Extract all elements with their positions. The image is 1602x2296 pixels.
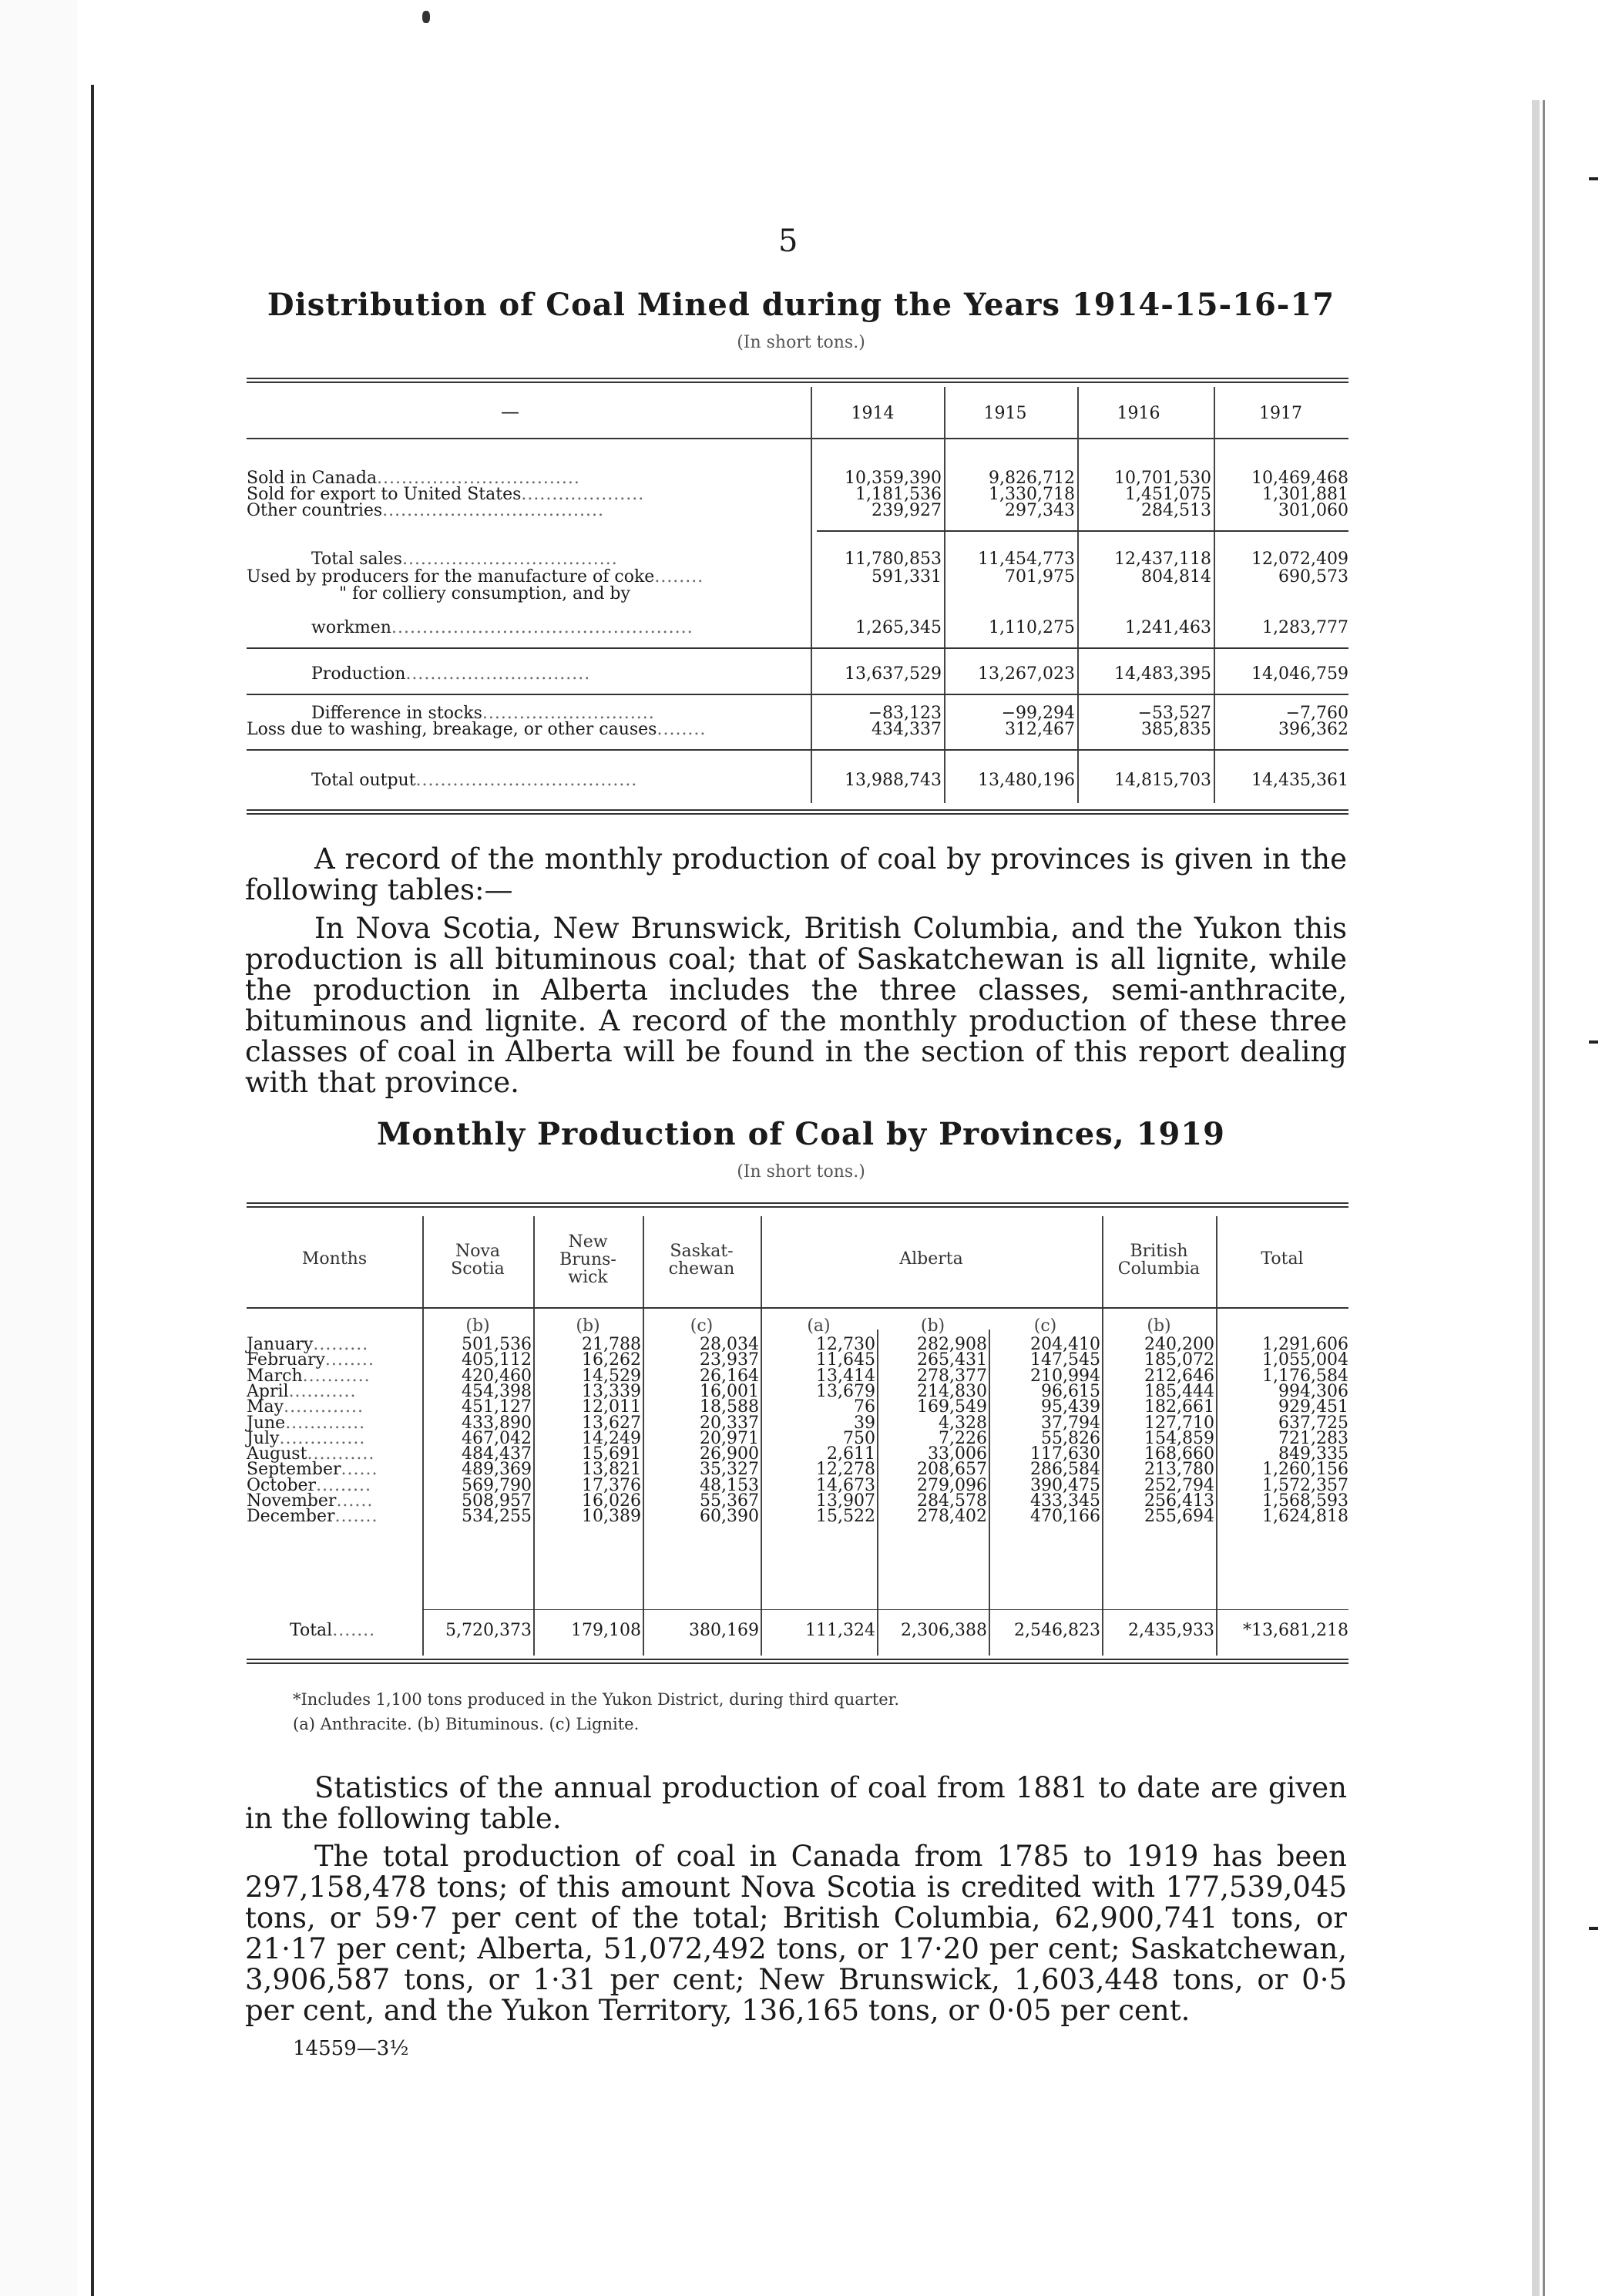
table-cell: 168,660: [1144, 1444, 1214, 1464]
row-rule: [247, 647, 1348, 649]
year-header: 1916: [1117, 404, 1160, 423]
table-cell: 252,794: [1144, 1475, 1214, 1495]
table-rule-double: [247, 378, 1348, 383]
year-header: 1915: [983, 404, 1027, 423]
month-label: August...........: [247, 1444, 375, 1464]
binding-fold-line: [91, 85, 94, 2296]
table-cell: 212,646: [1144, 1366, 1214, 1386]
table-cell: 18,588: [700, 1397, 759, 1417]
table-cell: 16,026: [582, 1491, 641, 1511]
table-cell: 48,153: [700, 1475, 759, 1495]
header-rule: [247, 438, 1348, 439]
column-divider: [1214, 387, 1215, 803]
table-cell: 147,545: [1030, 1350, 1100, 1370]
table-cell: 127,710: [1144, 1413, 1214, 1433]
month-label: January.........: [247, 1335, 369, 1354]
total-cell: 2,546,823: [1014, 1621, 1100, 1640]
table-cell: 1,568,593: [1262, 1491, 1348, 1511]
table-cell: 14,249: [582, 1428, 641, 1448]
table-cell: 2,611: [827, 1444, 875, 1464]
table-cell: 265,431: [917, 1350, 987, 1370]
edge-mark: [1589, 177, 1598, 180]
table-cell: 20,971: [700, 1428, 759, 1448]
table-cell: 182,661: [1144, 1397, 1214, 1417]
table-cell: 13,679: [816, 1381, 875, 1401]
month-label: April...........: [247, 1381, 357, 1401]
table-cell: 286,584: [1030, 1460, 1100, 1480]
row-label: Sold in Canada.................................: [247, 469, 580, 488]
month-label: March...........: [247, 1366, 371, 1386]
table-cell: 13,414: [816, 1366, 875, 1386]
month-label: November......: [247, 1491, 374, 1511]
paragraph-statistics: Statistics of the annual production of coal from 1881 to date are given in the following table.: [245, 1771, 1347, 1835]
table-cell: 13,627: [582, 1413, 641, 1433]
table-cell: 929,451: [1278, 1397, 1348, 1417]
table-cell: 95,439: [1041, 1397, 1100, 1417]
table-cell: 255,694: [1144, 1507, 1214, 1527]
footnote-yukon: *Includes 1,100 tons produced in the Yukon District, during third quarter.: [293, 1690, 900, 1709]
table-cell: 17,376: [582, 1475, 641, 1495]
page-edge-line: [1543, 100, 1545, 2296]
table-cell: 16,262: [582, 1350, 641, 1370]
table-cell: 208,657: [917, 1460, 987, 1480]
row-label: Total output....................................: [311, 771, 638, 790]
table-cell: 26,900: [700, 1444, 759, 1464]
table-cell: 10,389: [582, 1507, 641, 1527]
edge-mark: [1589, 1040, 1598, 1044]
table-cell: 470,166: [1030, 1507, 1100, 1527]
distribution-table: — 1914 1915 1916 1917 Sold in Canada................................. Sold for export to United States.................... Other countries.................................... Total sales................................... Used by producers for the manufacture of coke........ " for colliery consumption, and by workmen................................................. Production.............................. Difference in stocks............................ Loss due to washing, breakage, or other causes........ Total output.................................... 10,359,390 9,826,712 10,701,530 10,469,468 1,181,536 1,330,718 1,451,075 1,301,881 239,927 297,343 284,513 301,060 11,780,853 11,454,773 12,437,118 12,072,409 591,331 701,975 804,814 690,573 1,265,345 1,110,275 1,241,463 1,283,777 13,637,529 13,267,023 14,483,395 14,046,759 −83,123 −99,294 −53,527 −7,760 434,337 312,467 385,835 396,362 13,988,743 13,480,196 14,815,703 14,435,361: [247, 378, 1348, 817]
header-rule: [247, 1307, 1348, 1309]
table-cell: 13,821: [582, 1460, 641, 1480]
table-cell: 33,006: [928, 1444, 987, 1464]
total-cell: 2,435,933: [1128, 1621, 1214, 1640]
year-header: 1917: [1259, 404, 1302, 423]
table-cell: 994,306: [1278, 1381, 1348, 1401]
row-rule: [247, 694, 1348, 695]
table-cell: 284,578: [917, 1491, 987, 1511]
table-cell: 214,830: [917, 1381, 987, 1401]
paragraph-intro: A record of the monthly production of coal by provinces is given in the following tables:—: [245, 842, 1347, 906]
table-cell: 1,624,818: [1262, 1507, 1348, 1527]
table2-title: Monthly Production of Coal by Provinces, 1919: [377, 1116, 1225, 1152]
class-marker: (c): [1033, 1316, 1057, 1336]
table-cell: 405,112: [462, 1350, 532, 1370]
table-cell: 37,794: [1041, 1413, 1100, 1433]
table-cell: 20,337: [700, 1413, 759, 1433]
month-label: July..............: [247, 1428, 366, 1448]
row-label: Sold for export to United States....................: [247, 485, 645, 504]
table-cell: 210,994: [1030, 1366, 1100, 1386]
month-label: September......: [247, 1460, 378, 1480]
table-cell: 11,645: [816, 1350, 875, 1370]
table-cell: 433,345: [1030, 1491, 1100, 1511]
table-cell: 278,402: [917, 1507, 987, 1527]
table-cell: 849,335: [1278, 1444, 1348, 1464]
table-cell: 721,283: [1278, 1428, 1348, 1448]
table-cell: 204,410: [1030, 1335, 1100, 1354]
table-cell: 278,377: [917, 1366, 987, 1386]
column-divider: [1077, 387, 1079, 803]
total-cell: 5,720,373: [445, 1621, 532, 1640]
table-cell: 55,826: [1041, 1428, 1100, 1448]
table-cell: 55,367: [700, 1491, 759, 1511]
table-cell: 750: [843, 1428, 875, 1448]
column-divider: [643, 1216, 644, 1656]
table-cell: 489,369: [462, 1460, 532, 1480]
table-cell: 1,291,606: [1262, 1335, 1348, 1354]
header-new-brunswick: New Bruns- wick: [559, 1232, 616, 1287]
table-cell: 15,522: [816, 1507, 875, 1527]
table-cell: 14,529: [582, 1366, 641, 1386]
stub-header: —: [501, 401, 519, 422]
row-label: Other countries....................................: [247, 501, 604, 520]
table-cell: 12,011: [582, 1397, 641, 1417]
table-cell: 4,328: [939, 1413, 987, 1433]
table-cell: 501,536: [462, 1335, 532, 1354]
footnote-legend: (a) Anthracite. (b) Bituminous. (c) Lignite.: [293, 1715, 640, 1733]
table-cell: 28,034: [700, 1335, 759, 1354]
table-cell: 1,176,584: [1262, 1366, 1348, 1386]
class-marker: (b): [576, 1316, 600, 1336]
row-label: Used by producers for the manufacture of coke........: [247, 567, 704, 587]
monthly-production-table: [247, 1202, 1348, 1676]
table-cell: 390,475: [1030, 1475, 1100, 1495]
table-cell: 7,226: [939, 1428, 987, 1448]
table1-subtitle: (In short tons.): [737, 333, 865, 352]
month-label: May.............: [247, 1397, 364, 1417]
table-cell: 117,630: [1030, 1444, 1100, 1464]
class-marker: (b): [465, 1316, 490, 1336]
header-total: Total: [1261, 1249, 1304, 1269]
column-divider: [422, 1216, 424, 1656]
table-cell: 534,255: [462, 1507, 532, 1527]
row-label: Total sales...................................: [311, 550, 618, 569]
table-cell: 569,790: [462, 1475, 532, 1495]
table-cell: 15,691: [582, 1444, 641, 1464]
table-cell: 154,859: [1144, 1428, 1214, 1448]
month-label: October.........: [247, 1475, 372, 1495]
table-cell: 282,908: [917, 1335, 987, 1354]
printer-signature: 14559—3½: [293, 2037, 409, 2060]
table-rule-double: [247, 1659, 1348, 1664]
total-cell: *13,681,218: [1243, 1621, 1348, 1640]
table-cell: 484,437: [462, 1444, 532, 1464]
class-marker: (b): [920, 1316, 945, 1336]
column-divider: [877, 1330, 878, 1656]
table2-subtitle: (In short tons.): [737, 1162, 865, 1182]
table-cell: 256,413: [1144, 1491, 1214, 1511]
column-divider: [1216, 1216, 1217, 1656]
column-divider: [944, 387, 945, 803]
table-cell: 16,001: [700, 1381, 759, 1401]
subtotal-rule: [817, 530, 1348, 532]
table-cell: 13,339: [582, 1381, 641, 1401]
table-cell: 240,200: [1144, 1335, 1214, 1354]
column-divider: [989, 1330, 990, 1656]
table-cell: 433,890: [462, 1413, 532, 1433]
table-cell: 12,278: [816, 1460, 875, 1480]
total-cell: 111,324: [805, 1621, 875, 1640]
row-label: Production..............................: [311, 664, 591, 684]
table-cell: 1,260,156: [1262, 1460, 1348, 1480]
table-cell: 39: [854, 1413, 875, 1433]
column-divider: [811, 387, 812, 803]
table-cell: 35,327: [700, 1460, 759, 1480]
table-rule-double: [247, 1202, 1348, 1208]
table-cell: 76: [854, 1397, 875, 1417]
row-label: Loss due to washing, breakage, or other causes........: [247, 720, 707, 739]
table-cell: 454,398: [462, 1381, 532, 1401]
table-cell: 60,390: [700, 1507, 759, 1527]
page-number: 5: [778, 224, 798, 259]
table-cell: 451,127: [462, 1397, 532, 1417]
month-label: February........: [247, 1350, 374, 1370]
edge-mark: [1589, 1927, 1598, 1930]
row-label: workmen.................................................: [311, 618, 694, 637]
header-british-columbia: British Columbia: [1117, 1242, 1201, 1279]
table-rule-double: [247, 809, 1348, 815]
table-cell: 1,572,357: [1262, 1475, 1348, 1495]
class-marker: (b): [1147, 1316, 1171, 1336]
table-cell: 12,730: [816, 1335, 875, 1354]
table-cell: 1,055,004: [1262, 1350, 1348, 1370]
row-label: Difference in stocks............................: [311, 704, 655, 723]
table-cell: 185,444: [1144, 1381, 1214, 1401]
table-cell: 467,042: [462, 1428, 532, 1448]
paragraph-total-production: The total production of coal in Canada from 1785 to 1919 has been 297,158,478 tons; of this amount Nova Scotia is credited with 177,539,045 tons, or 59·7 per cent of the total; British Columbia, 62,900,741 tons, or 21·17 per cent; Alberta, 51,072,492 tons, or 17·20 per cent; Saskatchewan, 3,906,587 tons, or 1·31 per cent; New Brunswick, 1,603,448 tons, or 0·5 per cent, and the Yukon Territory, 136,165 tons, or 0·05 per cent.: [245, 1840, 1347, 2027]
month-label: December.......: [247, 1507, 378, 1527]
page-edge-shadow: [1532, 100, 1540, 2296]
table-cell: 279,096: [917, 1475, 987, 1495]
table-cell: 637,725: [1278, 1413, 1348, 1433]
table-cell: 23,937: [700, 1350, 759, 1370]
scan-speck: [422, 11, 430, 23]
total-label: Total.......: [290, 1621, 376, 1640]
table-cell: 13,907: [816, 1491, 875, 1511]
year-header: 1914: [851, 404, 895, 423]
month-label: June.............: [247, 1413, 366, 1433]
header-nova-scotia: Nova Scotia: [451, 1242, 505, 1279]
paragraph-coal-types: In Nova Scotia, New Brunswick, British Columbia, and the Yukon this production is all bituminous coal; that of Saskatchewan is all lignite, while the production in Alberta includes the three classes, semi-anthracite, bituminous and lignite. A record of the monthly production of these three classes of coal in Alberta will be found in the section of this report dealing with that province.: [245, 912, 1347, 1099]
table-cell: 26,164: [700, 1366, 759, 1386]
table1-title: Distribution of Coal Mined during the Years 1914-15-16-17: [267, 287, 1335, 323]
class-marker: (a): [807, 1316, 831, 1336]
column-divider: [761, 1216, 762, 1656]
table-cell: 96,615: [1041, 1381, 1100, 1401]
total-cell: 2,306,388: [901, 1621, 987, 1640]
column-divider: [1102, 1216, 1103, 1656]
header-months: Months: [301, 1249, 368, 1269]
header-alberta: Alberta: [899, 1249, 963, 1269]
row-rule: [247, 749, 1348, 751]
total-cell: 179,108: [571, 1621, 641, 1640]
class-marker: (c): [690, 1316, 714, 1336]
row-label-continued: " for colliery consumption, and by: [339, 584, 630, 603]
table-cell: 169,549: [917, 1397, 987, 1417]
table-cell: 508,957: [462, 1491, 532, 1511]
table-cell: 213,780: [1144, 1460, 1214, 1480]
table-cell: 14,673: [816, 1475, 875, 1495]
total-cell: 380,169: [689, 1621, 759, 1640]
table-cell: 21,788: [582, 1335, 641, 1354]
table-cell: 420,460: [462, 1366, 532, 1386]
header-saskatchewan: Saskat- chewan: [668, 1242, 735, 1279]
total-rule: [422, 1609, 1348, 1610]
table-cell: 185,072: [1144, 1350, 1214, 1370]
